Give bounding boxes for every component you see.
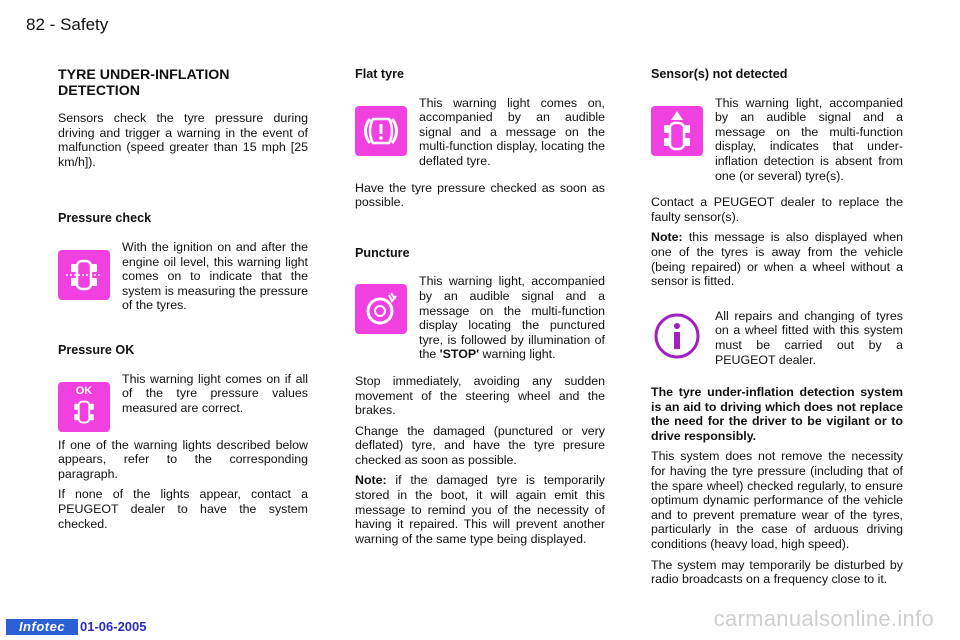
pressure-ok-heading: Pressure OK [58, 342, 135, 357]
puncture-heading: Puncture [355, 245, 410, 260]
pressure-check-heading: Pressure check [58, 211, 152, 226]
page-number: 82 [26, 15, 45, 34]
sensor-text-2: Contact a PEUGEOT dealer to replace the faulty sensor(s). [651, 195, 903, 224]
pressure-ok-text-2: If one of the warning lights described below appears, refer to the corresponding paragraph. [58, 437, 308, 481]
footer-date: 01-06-2005 [80, 619, 147, 634]
flat-tyre-block [355, 96, 605, 175]
header-separator: - [49, 15, 56, 34]
puncture-text-2: Stop immediately, avoiding any sudden movement of the steering wheel and the brakes. [355, 373, 605, 418]
note-text: if the damaged tyre is temporarily stored in the boot, it will again emit this message to remind you of the necessity of having it repaired. This will prevent another warning of the same type being displayed. [355, 473, 605, 546]
sensor-heading: Sensor(s) not detected [651, 67, 788, 81]
infotec-logo: Infotec [6, 619, 78, 635]
section-title: Safety [60, 15, 109, 34]
flat-tyre-icon [355, 106, 407, 156]
watermark: carmanualsonline.info [713, 606, 934, 631]
info-text: All repairs and changing of tyres on a wheel fitted with this system must be carried out by a PEUGEOT dealer. [715, 308, 903, 367]
note-label: Note: [651, 230, 683, 245]
puncture-text-3: Change the damaged (punctured or very deflated) tyre, and have the tyre presure checked as soon as possible. [355, 423, 605, 467]
column-right [651, 64, 903, 593]
flat-tyre-text-1: This warning light comes on, accompanied by an audible signal and a message on the multi-function display, locating the deflated tyre. [419, 95, 605, 168]
pressure-ok-text-3: If none of the lights appear, contact a PEUGEOT dealer to have the system checked. [58, 487, 308, 531]
column-middle [355, 64, 605, 552]
page-title: TYRE UNDER-INFLATION DETECTION [58, 67, 230, 99]
intro-text: Sensors check the tyre pressure during driving and trigger a warning in the event of malfunction (speed greater than 15 mph [25 km/h]). [58, 111, 308, 169]
sensor-block [651, 96, 903, 190]
system-paragraph: This system does not remove the necessity for having the tyre pressure (including that of the spare wheel) checked regularly, to ensure optimum dynamic performance of the vehicle and to prevent premature wear of the tyres, particularly in the case of arduous driving conditions (heavy load, high speed). [651, 449, 903, 552]
sensor-note [651, 230, 903, 288]
sensor-missing-icon [651, 106, 703, 156]
ok-icon-label: OK [75, 385, 93, 398]
puncture-text-1b: warning light. [479, 347, 556, 362]
note-text: this message is also displayed when one of the tyres is away from the vehicle (being repaired) or when a wheel without a sensor is fitted. [651, 230, 903, 289]
pressure-ok-block [58, 372, 308, 432]
tyre-ok-icon [58, 382, 110, 432]
tyre-pressure-car-icon [58, 250, 110, 300]
flat-tyre-heading: Flat tyre [355, 67, 404, 81]
puncture-note [355, 473, 605, 546]
info-icon [651, 311, 703, 361]
note-label: Note: [355, 473, 387, 488]
column-left [58, 64, 308, 537]
radio-paragraph: The system may temporarily be disturbed by radio broadcasts on a frequency close to it. [651, 557, 903, 587]
puncture-text-1a: This warning light, accompanied by an audible signal and a message on the multi-function display locating the punctured tyre, is followed by illumination of the [419, 274, 605, 362]
pressure-check-text: With the ignition on and after the engine oil level, this warning light comes on to indicate that the system is measuring the pressure of the tyres. [122, 239, 308, 313]
sensor-text-1: This warning light, accompanied by an audible signal and a message on the multi-function display, indicates that under-inflation detection is absent from one (or several) tyre(s). [715, 95, 903, 183]
puncture-text-1 [419, 274, 605, 362]
info-block [651, 309, 903, 373]
stop-label: 'STOP' [439, 347, 480, 362]
page-header [26, 15, 108, 35]
puncture-block [355, 274, 605, 368]
pressure-ok-text-1: This warning light comes on if all of the tyre pressure values measured are correct. [122, 371, 308, 415]
pressure-check-block [58, 240, 308, 319]
puncture-icon [355, 284, 407, 334]
flat-tyre-text-2: Have the tyre pressure checked as soon as possible. [355, 180, 605, 210]
bold-warning-paragraph: The tyre under-inflation detection system is an aid to driving which does not replace the need for the driver to be vigilant or to drive responsibly. [651, 385, 903, 443]
